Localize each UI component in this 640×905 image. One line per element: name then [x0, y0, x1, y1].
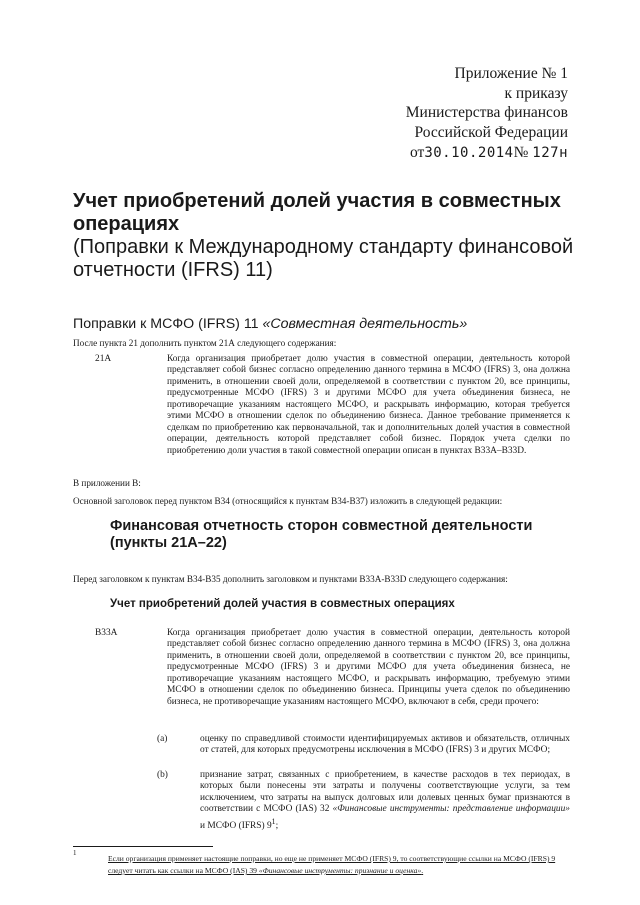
instruction-3: Основной заголовок перед пунктом В34 (относящийся к пунктам В34-В37) изложить в следующей редакции:	[73, 496, 503, 506]
paragraph-21a	[73, 354, 570, 457]
appendix-date-line	[406, 143, 568, 164]
item-b-italic: «Финансовые инструменты: представление информации»	[332, 804, 570, 815]
title-main: Учет приобретений долей участия в совместных операциях	[73, 190, 561, 235]
subheading: Учет приобретений долей участия в совместных операциях	[110, 598, 455, 610]
footnote-mark: 1	[73, 849, 77, 857]
instruction-1: После пункта 21 дополнить пунктом 21А следующего содержания:	[73, 338, 337, 348]
footnote-divider	[73, 846, 213, 847]
footnote-end: .	[421, 866, 424, 875]
item-b-mid: и МСФО (IFRS) 9	[200, 820, 272, 831]
paragraph-text: Когда организация приобретает долю участия в совместной операции, деятельность которой представляет собой бизнес согласно определению данного термина в МСФО (IFRS) 3, она должна применить, в отношении своей доли, определяемой в соответствии с пунктом 20, все принципы, предусмотренные МСФО (IFRS) 3 и другими МСФО для учета объединения бизнеса, не противоречащие указаниям настоящего МСФО, и раскрывать информацию, которая требуется этими МСФО в отношении сделок по объединению бизнеса. Данное требование применяется к сделкам по приобретению как первоначальной, так и дополнительных долей участия в совместной операции, деятельность которой представляет собой бизнес. Порядок учета сделки по приобретению доли участия в такой совместной операции описан в пунктах B33A–B33D.	[167, 354, 570, 456]
order-number: 127н	[532, 145, 568, 161]
list-item-b	[73, 770, 570, 832]
title-sub: (Поправки к Международному стандарту финансовой отчетности (IFRS) 11)	[73, 236, 574, 281]
order-date: 30.10.2014	[424, 145, 514, 161]
appendix-order-ref: к приказу	[504, 84, 568, 102]
list-item-text: оценку по справедливой стоимости идентифицируемых активов и обязательств, отличных от статей, для которых предусмотрены исключения в МСФО (IFRS) 3 и других МСФО;	[200, 734, 570, 756]
item-b-text: признание затрат, связанных с приобретением, в качестве расходов в тех периодах, в которых были понесены эти затраты и получены соответствующие услуги, за тем исключением, что затраты на выпуск долговых или долевых ценных бумаг признаются в соответствии с МСФО (IAS) 32	[200, 770, 570, 815]
list-item-text	[200, 770, 570, 832]
document-title	[73, 190, 583, 282]
list-item-a	[73, 734, 570, 757]
paragraph-number: B33A	[95, 628, 118, 638]
instruction-2: В приложении В:	[73, 478, 141, 488]
list-item-label: (a)	[157, 734, 168, 744]
date-prefix: от	[409, 144, 425, 161]
item-b-end: ;	[275, 820, 279, 831]
paragraph-number: 21A	[95, 354, 112, 364]
amendments-heading-prefix: Поправки к МСФО (IFRS) 11	[73, 316, 259, 332]
amendments-heading	[73, 316, 467, 332]
list-item-label: (b)	[157, 770, 168, 780]
section-heading-line2: (пункты 21А–22)	[110, 535, 227, 551]
footnote-text	[108, 853, 578, 877]
footnote-body: Если организация применяет настоящие поправки, но еще не применяет МСФО (IFRS) 9, то соответствующие ссылки на МСФО (IFRS) 9 следует читать как ссылки на МСФО (IAS) 39	[108, 854, 556, 875]
appendix-ministry: Министерства финансов	[405, 104, 568, 121]
paragraph-b33a	[73, 628, 570, 708]
appendix-country: Российской Федерации	[414, 123, 568, 141]
amendments-heading-italic: «Совместная деятельность»	[262, 316, 468, 332]
appendix-header	[406, 64, 568, 164]
instruction-4: Перед заголовком к пунктам В34-В35 дополнить заголовком и пунктами В33А-В33D следующего содержания:	[73, 574, 508, 584]
section-heading	[110, 518, 532, 552]
paragraph-text: Когда организация приобретает долю участия в совместной операции, деятельность которой представляет собой бизнес согласно определению данного термина в МСФО (IFRS) 3, она должна применить, в отношении своей доли, определяемой в соответствии с пунктом 20, все принципы, предусмотренные МСФО (IFRS) 3 и другими МСФО для учета объединения бизнеса, не противоречащие указаниям настоящего МСФО, и раскрывать информацию, требуемую этими МСФО в отношении сделок по объединению бизнеса. Принципы учета сделок по объединению бизнеса, не противоречащие указаниям настоящего МСФО, включают в себя, среди прочего:	[167, 628, 570, 707]
number-sign: №	[513, 144, 529, 161]
section-heading-line1: Финансовая отчетность сторон совместной деятельности	[110, 518, 533, 534]
appendix-title: Приложение № 1	[454, 65, 568, 82]
footnote-italic: «Финансовые инструменты: признание и оценка»	[258, 866, 422, 875]
footnote-ref: 1	[271, 816, 276, 826]
